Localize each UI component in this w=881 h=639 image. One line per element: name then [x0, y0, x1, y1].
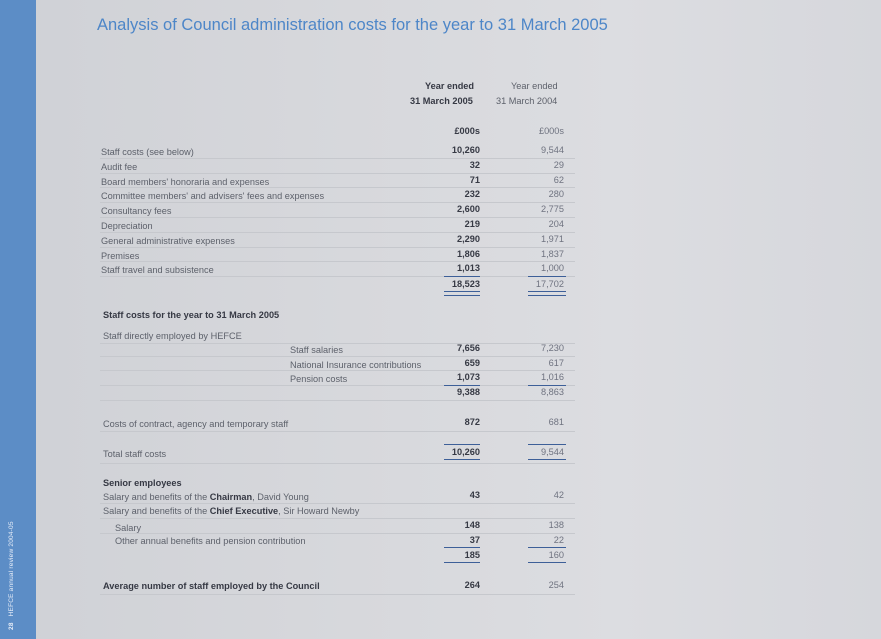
row-label: Depreciation — [101, 221, 153, 231]
row-label: Pension costs — [290, 374, 348, 384]
total-rule-2005 — [444, 276, 480, 277]
current-year-header-line2: 31 March 2005 — [410, 96, 473, 106]
average-staff-2005: 264 — [464, 580, 480, 590]
contract-label: Costs of contract, agency and temporary staff — [103, 419, 289, 429]
value-2005: 71 — [469, 174, 480, 185]
value-2004: 617 — [548, 357, 564, 368]
row-rule — [100, 276, 575, 277]
senior-underline-2004 — [528, 562, 566, 563]
value-2005: 10,260 — [451, 145, 480, 155]
row-label: Staff costs (see below) — [101, 147, 194, 157]
value-2005: 1,806 — [457, 248, 480, 259]
value-2005: 1,073 — [457, 372, 480, 382]
chair-2005: 43 — [469, 490, 480, 500]
value-2004: 204 — [548, 219, 564, 229]
value-2004: 7,230 — [541, 343, 564, 353]
salary-2004: 138 — [548, 520, 564, 530]
total-staff-rule-2005 — [444, 444, 480, 445]
row-label: Staff travel and subsistence — [101, 265, 214, 276]
row-label: National Insurance contributions — [290, 359, 422, 370]
prior-unit: £000s — [538, 126, 564, 136]
row-rule — [100, 400, 575, 401]
row-label: Consultancy fees — [101, 206, 172, 217]
value-2005: 1,013 — [457, 263, 480, 274]
value-2004: 2,775 — [541, 204, 564, 215]
other-benefits-2004: 22 — [553, 535, 564, 545]
senior-total-2004: 160 — [548, 550, 564, 560]
row-rule — [100, 232, 575, 233]
value-2005: 2,600 — [457, 204, 480, 215]
other-benefits-label: Other annual benefits and pension contribution — [115, 536, 306, 546]
side-band — [0, 0, 36, 639]
senior-heading: Senior employees — [103, 478, 182, 488]
row-label: Staff salaries — [290, 345, 343, 355]
direct-total-2005: 9,388 — [457, 387, 480, 397]
costs-total-2004: 17,702 — [535, 279, 564, 289]
row-label: Audit fee — [101, 161, 138, 172]
row-rule — [100, 247, 575, 248]
value-2004: 1,016 — [541, 372, 564, 382]
value-2004: 9,544 — [541, 145, 564, 155]
double-rule-2005 — [444, 291, 480, 296]
row-label: Committee members' and advisers' fees and expenses — [101, 191, 325, 202]
row-label: General administrative expenses — [101, 235, 235, 246]
ceo-prefix: Salary and benefits of the — [103, 506, 210, 516]
total-staff-underline-2004 — [528, 459, 566, 460]
row-rule — [100, 158, 575, 159]
senior-underline-2005 — [444, 562, 480, 563]
row-rule — [100, 356, 575, 357]
value-2005: 659 — [464, 357, 480, 368]
other-benefits-2005: 37 — [469, 535, 480, 545]
value-2004: 1,837 — [541, 248, 564, 259]
total-rule-2004 — [528, 276, 566, 277]
salary-2005: 148 — [464, 520, 480, 530]
page-title: Analysis of Council administration costs for the year to 31 March 2005 — [97, 16, 608, 34]
side-label — [8, 521, 15, 630]
senior-rule-2005 — [444, 547, 480, 548]
chair-role: Chairman — [209, 492, 253, 502]
chair-suffix: , David Young — [252, 492, 309, 502]
total-staff-underline-2005 — [444, 459, 480, 460]
value-2004: 1,000 — [541, 263, 564, 274]
ceo-suffix: , Sir Howard Newby — [278, 506, 360, 516]
value-2005: 32 — [469, 159, 480, 170]
direct-total-2004: 8,863 — [541, 387, 564, 397]
publication-label: HEFCE annual review 2004-05 — [8, 521, 15, 617]
average-staff-2004: 254 — [548, 580, 564, 590]
current-year-header-line1: Year ended — [425, 81, 475, 91]
row-rule — [100, 385, 575, 386]
senior-total-2005: 185 — [464, 550, 480, 560]
double-rule-2004 — [528, 291, 566, 296]
contract-2004: 681 — [548, 417, 564, 427]
row-rule — [100, 503, 575, 504]
average-staff-label: Average number of staff employed by the Council — [103, 581, 320, 591]
direct-rule-2005 — [444, 385, 480, 386]
value-2004: 62 — [553, 174, 564, 185]
value-2005: 2,290 — [457, 233, 480, 244]
row-rule — [100, 173, 575, 174]
direct-rule-2004 — [528, 385, 566, 386]
prior-year-header-line2: 31 March 2004 — [496, 96, 558, 106]
row-rule — [100, 261, 575, 262]
staff-costs-heading: Staff costs for the year to 31 March 2005 — [103, 310, 280, 320]
ceo-role: Chief Executive — [209, 506, 279, 516]
contract-2005: 872 — [464, 417, 480, 427]
value-2004: 29 — [553, 159, 564, 170]
value-2004: 1,971 — [541, 233, 564, 244]
row-rule — [100, 187, 575, 188]
staff-direct-label: Staff directly employed by HEFCE — [103, 331, 242, 341]
current-unit: £000s — [454, 126, 480, 136]
row-rule — [100, 431, 575, 432]
total-staff-2005: 10,260 — [451, 447, 480, 457]
salary-label: Salary — [115, 523, 142, 533]
ceo-label — [103, 506, 359, 517]
value-2005: 232 — [464, 189, 480, 200]
chair-2004: 42 — [553, 490, 564, 500]
row-rule — [100, 463, 575, 464]
senior-rule-2004 — [528, 547, 566, 548]
row-rule — [100, 518, 575, 519]
row-rule — [100, 594, 575, 595]
value-2004: 280 — [548, 189, 564, 200]
prior-year-header-line1: Year ended — [511, 81, 558, 91]
costs-total-2005: 18,523 — [451, 279, 480, 289]
row-label: Board members' honoraria and expenses — [101, 176, 270, 187]
total-staff-2004: 9,544 — [541, 447, 564, 457]
value-2005: 7,656 — [457, 343, 480, 353]
total-staff-label: Total staff costs — [103, 449, 167, 459]
chair-prefix: Salary and benefits of the — [103, 492, 210, 502]
value-2005: 219 — [464, 219, 480, 229]
row-rule — [100, 202, 575, 203]
row-rule — [100, 217, 575, 218]
row-rule — [100, 370, 575, 371]
total-staff-rule-2004 — [528, 444, 566, 445]
page-number: 28 — [8, 622, 15, 630]
row-label: Premises — [101, 250, 140, 261]
row-rule — [100, 533, 575, 534]
chair-label — [103, 492, 309, 503]
